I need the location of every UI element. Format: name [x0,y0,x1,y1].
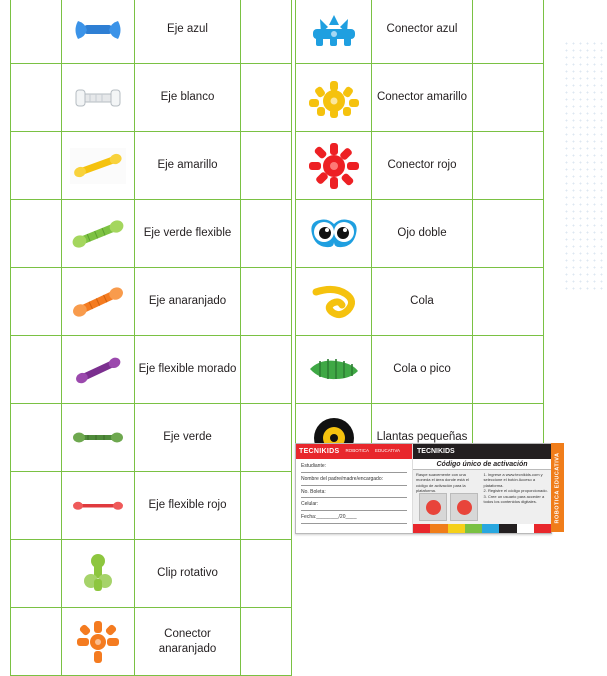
table-row [11,336,292,404]
blank-cell [241,404,292,472]
parts-table-right [295,0,544,472]
card-color-footer [413,524,551,533]
tail-icon [304,282,364,322]
blank-cell [241,0,292,64]
part-image-cell [296,64,372,132]
brand-label: TECNIKIDS [299,448,340,455]
blank-cell [241,608,292,676]
footer-swatch-green [465,524,482,533]
table-row [296,132,544,200]
rotating-clip-icon [78,551,118,597]
part-image-cell [62,132,135,200]
part-image-cell [62,64,135,132]
instruction-step-3: 3. Cree un usuario para acceder a todos los contenidos digitales. [483,493,545,504]
part-name-cell: Ojo doble [372,200,473,268]
card-side-strip-label: ROBOTICA EDUCATIVA [554,452,561,523]
parts-table-left [10,0,292,676]
part-name-cell: Eje blanco [135,64,241,132]
table-row [11,64,292,132]
part-image-cell [296,0,372,64]
part-image-cell [62,200,135,268]
footer-swatch-red-2 [534,524,551,533]
blank-cell [241,268,292,336]
part-name-cell: Conector azul [372,0,473,64]
card-brand-header [296,444,412,459]
part-name-cell: Eje flexible rojo [135,472,241,540]
blank-cell [11,472,62,540]
part-name-cell: Eje flexible morado [135,336,241,404]
blank-cell [241,132,292,200]
part-name-cell: Eje anaranjado [135,268,241,336]
card-side-strip [551,443,564,532]
table-row [296,64,544,132]
blank-cell [473,132,544,200]
instruction-step-2: 2. Registre el código proporcionado. [483,488,548,494]
part-name-cell: Llantas pequeñas [372,404,473,472]
axle-purple-flex-icon [68,350,128,390]
field-student: Estudiante: [301,463,407,473]
scratch-dot-icon [457,500,472,515]
blank-cell [241,64,292,132]
blank-cell [241,540,292,608]
blank-cell [241,472,292,540]
table-row [11,132,292,200]
blank-cell [241,200,292,268]
connector-blue-icon [305,9,363,51]
table-row [296,336,544,404]
brand-sub-label-1: ROBOTICA [345,448,369,454]
double-eye-icon [304,214,364,254]
part-image-cell [62,336,135,404]
instructions-right [484,472,549,504]
part-image-cell [62,472,135,540]
part-image-cell [62,268,135,336]
table-row [11,472,292,540]
scratch-dot-icon [426,500,441,515]
part-name-cell: Eje amarillo [135,132,241,200]
axle-white-icon [70,85,126,111]
axle-green-icon [68,425,128,451]
table-row [11,608,292,676]
table-row [296,268,544,336]
part-image-cell [296,200,372,268]
table-row [11,200,292,268]
blank-cell [473,64,544,132]
table-row [11,0,292,64]
part-name-cell: Eje verde [135,404,241,472]
tail-beak-icon [304,353,364,387]
part-image-cell [296,336,372,404]
connector-yellow-icon [305,77,363,119]
part-image-cell [296,268,372,336]
blank-cell [11,200,62,268]
blank-cell [473,268,544,336]
blank-cell [11,0,62,64]
axle-blue-icon [70,17,126,43]
part-name-cell: Conector rojo [372,132,473,200]
blank-cell [241,336,292,404]
axle-red-flex-icon [68,493,128,519]
scratch-panel-1[interactable] [419,493,447,521]
blank-cell [11,404,62,472]
part-image-cell [62,404,135,472]
blank-cell [473,0,544,64]
activation-card [295,443,552,534]
part-name-cell: Conector amarillo [372,64,473,132]
footer-swatch-blue [482,524,499,533]
connector-red-icon [307,141,361,191]
table-row [11,404,292,472]
card-right-header [413,444,551,459]
blank-cell [11,132,62,200]
connector-orange-icon [75,619,121,665]
blank-cell [11,268,62,336]
axle-green-flex-icon [68,214,128,254]
decorative-dot-pattern [563,40,603,290]
footer-swatch-white [517,524,534,533]
activation-card-left [296,444,413,533]
part-image-cell [296,132,372,200]
blank-cell [11,608,62,676]
part-name-cell: Eje azul [135,0,241,64]
scratch-panel-2[interactable] [450,493,478,521]
part-image-cell [62,608,135,676]
blank-cell [11,64,62,132]
table-row [11,540,292,608]
axle-orange-icon [68,282,128,322]
table-row [296,0,544,64]
part-name-cell: Clip rotativo [135,540,241,608]
blank-cell [473,336,544,404]
field-date: Fecha:________/20____ [301,514,407,524]
part-name-cell: Cola [372,268,473,336]
brand-sub-label-2: EDUCATIVA [374,448,401,454]
field-guardian: Nombre del padre/madre/encargado: [301,476,407,486]
part-name-cell: Eje verde flexible [135,200,241,268]
table-row [11,268,292,336]
part-image-cell [62,540,135,608]
field-ticket: No. Boleta: [301,489,407,499]
part-name-cell: Conector anaranjado [135,608,241,676]
blank-cell [11,336,62,404]
blank-cell [473,200,544,268]
axle-yellow-icon [68,146,128,186]
footer-swatch-red [413,524,430,533]
scratch-panels[interactable] [419,493,478,521]
activation-card-right [413,444,551,533]
part-image-cell [62,0,135,64]
card-form-fields [296,459,412,524]
footer-swatch-orange [430,524,447,533]
right-brand-label: TECNIKIDS [417,448,455,455]
part-name-cell: Cola o pico [372,336,473,404]
table-row [296,200,544,268]
field-mobile: Celular: [301,501,407,511]
blank-cell [11,540,62,608]
footer-swatch-yellow [448,524,465,533]
instruction-step-1: 1. Ingrese a www.tecnikids.com y seleccione el botón Acceso a plataforma. [483,472,543,488]
instructions-left: Raspe suavemente con una moneda el área donde está el código de activación para la plataforma. [416,472,469,494]
footer-swatch-black [499,524,516,533]
activation-code-title: Código único de activación [413,459,551,470]
